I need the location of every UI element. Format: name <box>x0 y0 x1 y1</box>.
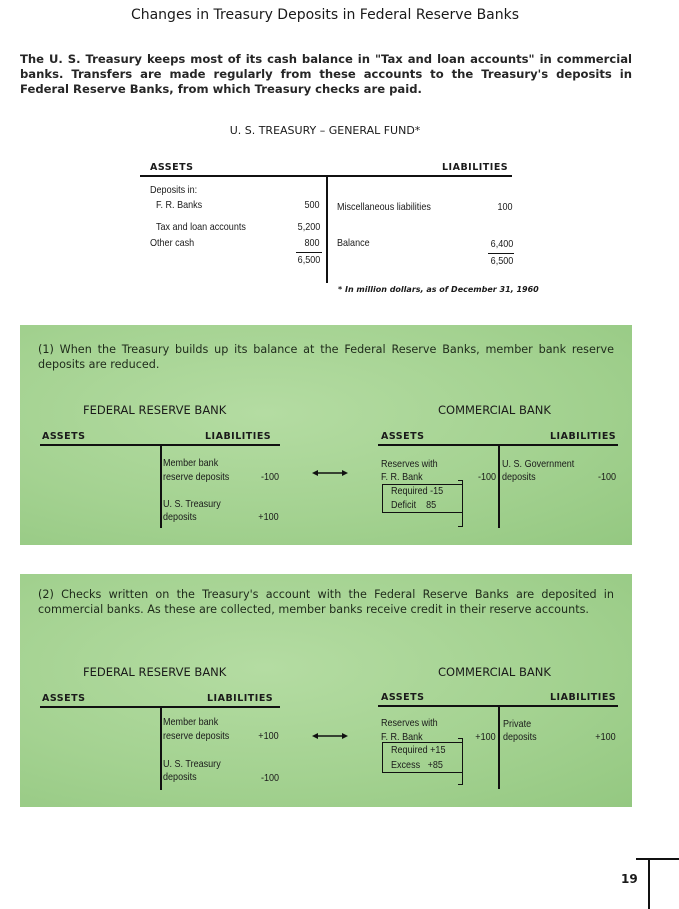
s2-cb-liabilities: LIABILITIES <box>550 692 617 703</box>
s1-cb-liab-value: -100 <box>597 471 616 483</box>
gf-other-cash-value: 800 <box>304 237 320 249</box>
s2-frb-item1-value: +100 <box>258 730 279 742</box>
s2-cb-liab-b: deposits <box>503 731 537 743</box>
s1-cb-title: COMMERCIAL BANK <box>438 403 551 417</box>
s1-frb-item1-a: Member bank <box>163 457 219 469</box>
gf-liabilities-header: LIABILITIES <box>442 162 509 173</box>
s1-frb-item1-b: reserve deposits <box>163 471 230 483</box>
page-title: Changes in Treasury Deposits in Federal Reserve Banks <box>130 7 520 23</box>
s1-cb-assets: ASSETS <box>381 431 425 442</box>
s1-frb-vrule <box>160 444 162 528</box>
s2-frb-item2-value: -100 <box>260 772 279 784</box>
s1-frb-item1-value: -100 <box>260 471 279 483</box>
s1-cb-deficit: Deficit 85 <box>391 499 437 511</box>
gf-deposits-in: Deposits in: <box>150 184 198 196</box>
gf-fr-banks: F. R. Banks <box>156 199 203 211</box>
s1-frb-item2-b: deposits <box>163 511 197 523</box>
s1-cb-required: Required -15 <box>391 485 444 497</box>
s2-frb-item2-a: U. S. Treasury <box>163 758 221 770</box>
page-number: 19 <box>621 872 638 886</box>
s2-cb-liab-a: Private <box>503 718 532 730</box>
gf-fr-banks-value: 500 <box>304 199 320 211</box>
s2-frb-vrule <box>160 706 162 790</box>
s2-cb-asset-value: +100 <box>475 731 496 743</box>
page-corner-hrule <box>636 858 679 860</box>
gf-liab-total: 6,500 <box>490 255 513 267</box>
s2-cb-assets: ASSETS <box>381 692 425 703</box>
intro-paragraph: The U. S. Treasury keeps most of its cash balance in "Tax and loan accounts" in commercial banks. Transfers are made regularly from these accounts to the Treasury's deposits in Federal Reserve Banks, from which Treasury checks are paid. <box>20 52 632 96</box>
s1-cb-bracket-right <box>458 480 463 527</box>
s2-cb-required: Required +15 <box>391 744 446 756</box>
s2-frb-liabilities: LIABILITIES <box>207 693 274 704</box>
s2-cb-liab-value: +100 <box>595 731 616 743</box>
s1-frb-item2-value: +100 <box>258 511 279 523</box>
s1-cb-asset-value: -100 <box>477 471 496 483</box>
gf-footnote: * In million dollars, as of December 31, 1960 <box>338 285 539 294</box>
gf-misc-liabilities: Miscellaneous liabilities <box>337 201 431 213</box>
s1-cb-asset-a: Reserves with <box>381 458 438 470</box>
s2-cb-bracket-right <box>458 738 463 785</box>
s2-cb-vrule <box>498 705 500 789</box>
s1-cb-asset-b: F. R. Bank <box>381 471 423 483</box>
s1-cb-liab-b: deposits <box>502 471 536 483</box>
s2-cb-asset-b: F. R. Bank <box>381 731 423 743</box>
s1-cb-vrule <box>498 444 500 528</box>
s2-cb-excess: Excess +85 <box>391 759 443 771</box>
s1-frb-assets: ASSETS <box>42 431 86 442</box>
general-fund-title: U. S. TREASURY – GENERAL FUND* <box>229 124 421 137</box>
gf-tax-loan: Tax and loan accounts <box>156 221 246 233</box>
s1-frb-title: FEDERAL RESERVE BANK <box>83 403 227 417</box>
s2-frb-title: FEDERAL RESERVE BANK <box>83 665 227 679</box>
s1-double-arrow-icon <box>312 467 348 483</box>
s2-frb-item1-a: Member bank <box>163 716 219 728</box>
s2-frb-item2-b: deposits <box>163 771 197 783</box>
s1-frb-item2-a: U. S. Treasury <box>163 498 221 510</box>
gf-other-cash: Other cash <box>150 237 195 249</box>
s2-cb-title: COMMERCIAL BANK <box>438 665 551 679</box>
s1-cb-liab-a: U. S. Government <box>502 458 575 470</box>
s2-frb-assets: ASSETS <box>42 693 86 704</box>
gf-balance: Balance <box>337 237 370 249</box>
gf-assets-sum-line <box>296 252 322 253</box>
page-corner-vrule <box>648 858 650 909</box>
gf-vertical-rule <box>326 175 328 283</box>
section-1-text: (1) When the Treasury builds up its balance at the Federal Reserve Banks, member bank reserve deposits are reduced. <box>38 343 614 371</box>
s2-cb-asset-a: Reserves with <box>381 717 438 729</box>
s2-double-arrow-icon <box>312 730 348 746</box>
gf-liab-sum-line <box>488 253 514 254</box>
gf-misc-value: 100 <box>497 201 513 213</box>
s1-frb-liabilities: LIABILITIES <box>205 431 272 442</box>
gf-balance-value: 6,400 <box>490 238 513 250</box>
s2-frb-item1-b: reserve deposits <box>163 730 230 742</box>
section-2-text: (2) Checks written on the Treasury's account with the Federal Reserve Banks are deposited in commercial banks. As these are collected, member banks receive credit in their reserve accounts. <box>38 588 614 616</box>
s1-cb-liabilities: LIABILITIES <box>550 431 617 442</box>
gf-assets-header: ASSETS <box>150 162 194 173</box>
gf-assets-total: 6,500 <box>297 254 320 266</box>
gf-tax-loan-value: 5,200 <box>297 221 320 233</box>
